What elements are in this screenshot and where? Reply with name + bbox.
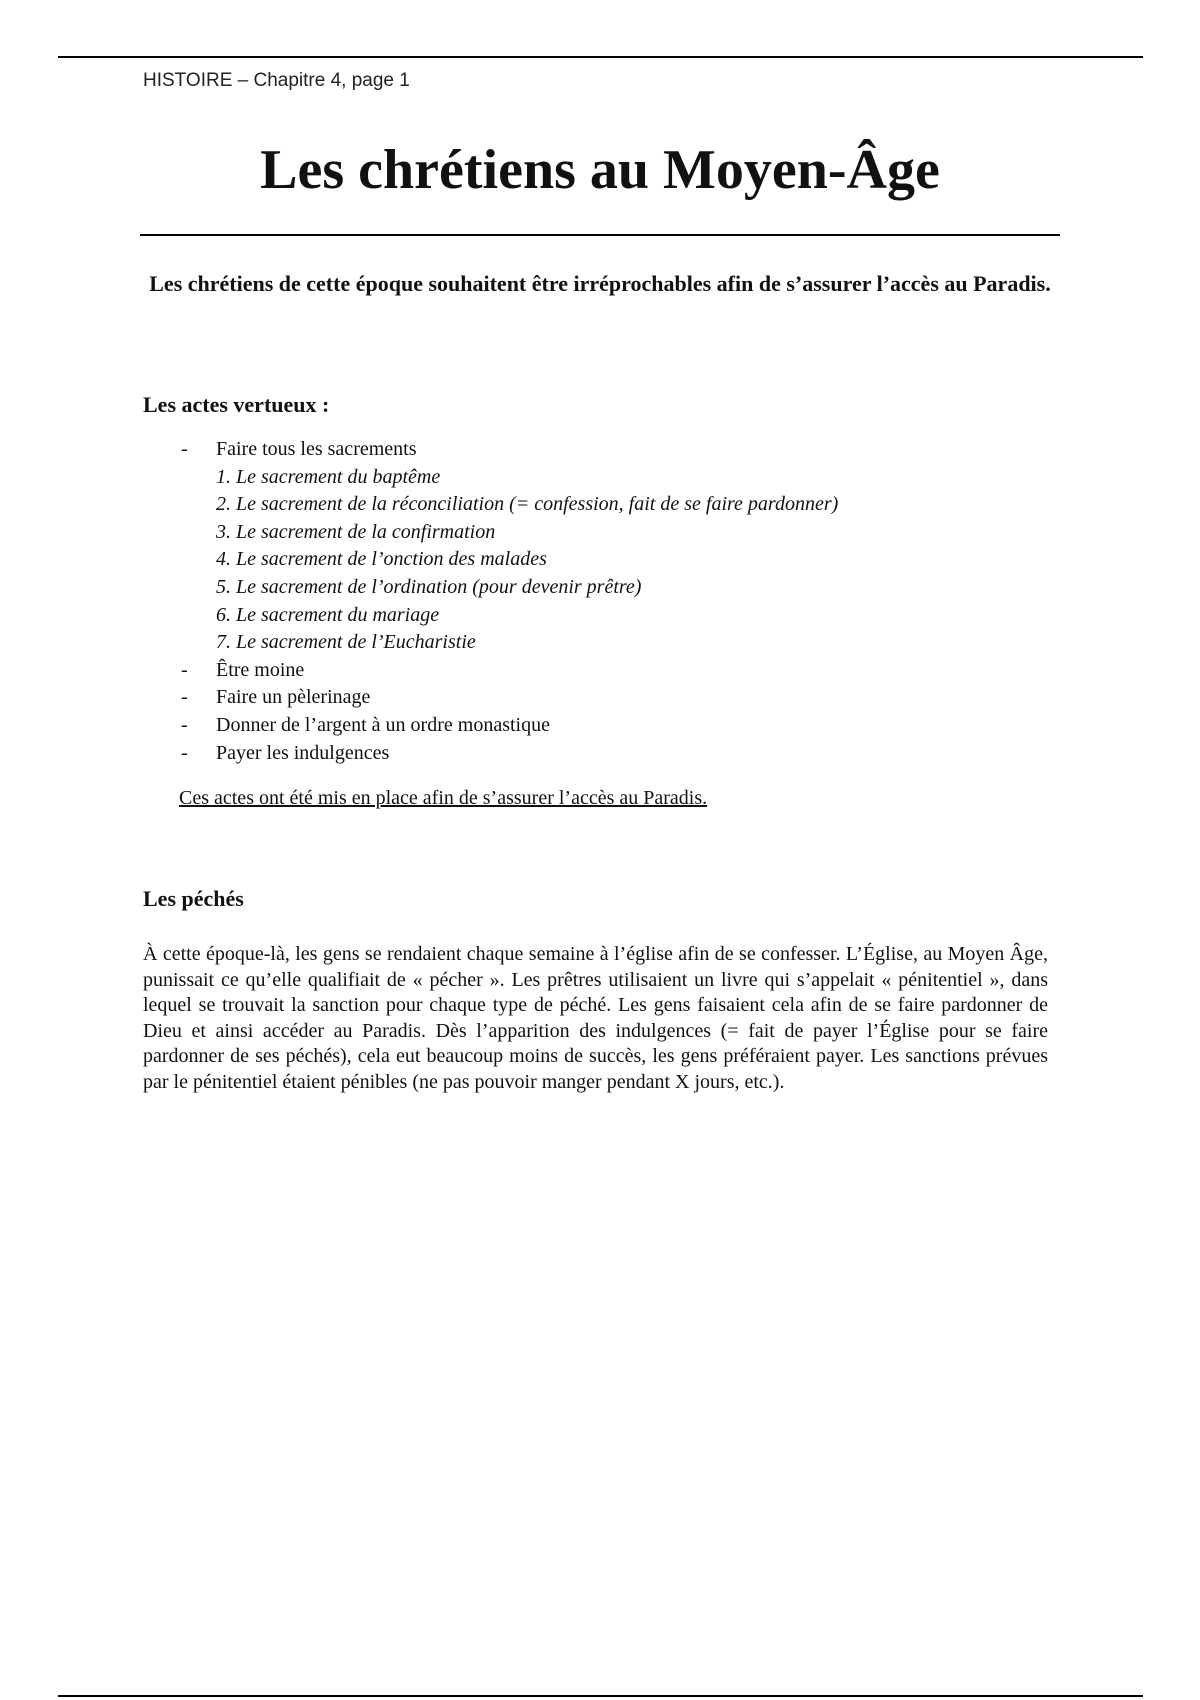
virtues-conclusion: Ces actes ont été mis en place afin de s’assurer l’accès au Paradis. <box>179 787 708 809</box>
sins-paragraph: À cette époque-là, les gens se rendaient chaque semaine à l’église afin de se confesser. L’Église, au Moyen Âge, punissait ce qu’elle qualifiait de « pécher ». Les prêtres utilisaient un livre qui s’appelait « pénitentiel », dans lequel se trouvait la sanction pour chaque type de péché. Les gens faisaient cela afin de se faire pardonner de Dieu et ainsi accéder au Paradis. Dès l’apparition des indulgences (= fait de payer l’Église pour se faire pardonner de ses péchés), cela eut beaucoup moins de succès, les gens préféraient payer. Les sanctions prévues par le pénitentiel étaient pénibles (ne pas pouvoir manger pendant X jours, etc.). <box>143 943 1048 1093</box>
list-item <box>143 602 1043 630</box>
sins-heading: Les péchés <box>143 886 244 911</box>
sacrament-item-text: 6. Le sacrement du mariage <box>216 603 440 626</box>
intro-statement: Les chrétiens de cette époque souhaitent être irréprochables afin de s’assurer l’accès au Paradis. <box>149 271 1051 296</box>
page-title: Les chrétiens au Moyen-Âge <box>260 139 940 201</box>
bottom-rule <box>58 1695 1143 1697</box>
sacrament-item-text: 7. Le sacrement de l’Eucharistie <box>216 631 476 654</box>
list-dash: - <box>181 741 188 764</box>
sacrament-item-text: 2. Le sacrement de la réconciliation (= confession, fait de se faire pardonner) <box>216 493 839 516</box>
list-dash: - <box>181 713 188 736</box>
list-dash: - <box>181 658 188 681</box>
virtues-list <box>143 436 1043 767</box>
list-item <box>143 684 1043 712</box>
list-item <box>143 657 1043 685</box>
list-item-text: Faire tous les sacrements <box>216 438 417 460</box>
list-item <box>143 464 1043 492</box>
sacrament-item-text: 4. Le sacrement de l’onction des malades <box>216 548 547 571</box>
list-item <box>143 740 1043 768</box>
list-item <box>143 574 1043 602</box>
list-dash: - <box>181 438 188 460</box>
sacrament-item-text: 5. Le sacrement de l’ordination (pour devenir prêtre) <box>216 575 642 598</box>
virtues-heading: Les actes vertueux : <box>143 392 330 417</box>
sacrament-item-text: 3. Le sacrement de la confirmation <box>216 520 496 543</box>
running-header: HISTOIRE – Chapitre 4, page 1 <box>143 70 410 91</box>
list-item <box>143 546 1043 574</box>
list-item-text: Payer les indulgences <box>216 741 390 764</box>
top-rule <box>58 56 1143 58</box>
title-rule <box>140 234 1060 236</box>
list-item <box>143 629 1043 657</box>
list-item <box>143 519 1043 547</box>
list-dash: - <box>181 686 188 709</box>
list-item-text: Être moine <box>216 658 305 681</box>
list-item <box>143 491 1043 519</box>
list-item-text: Donner de l’argent à un ordre monastique <box>216 713 550 736</box>
list-item-text: Faire un pèlerinage <box>216 686 371 709</box>
sacrament-item-text: 1. Le sacrement du baptême <box>216 465 441 488</box>
list-item <box>143 436 1043 464</box>
list-item <box>143 712 1043 740</box>
